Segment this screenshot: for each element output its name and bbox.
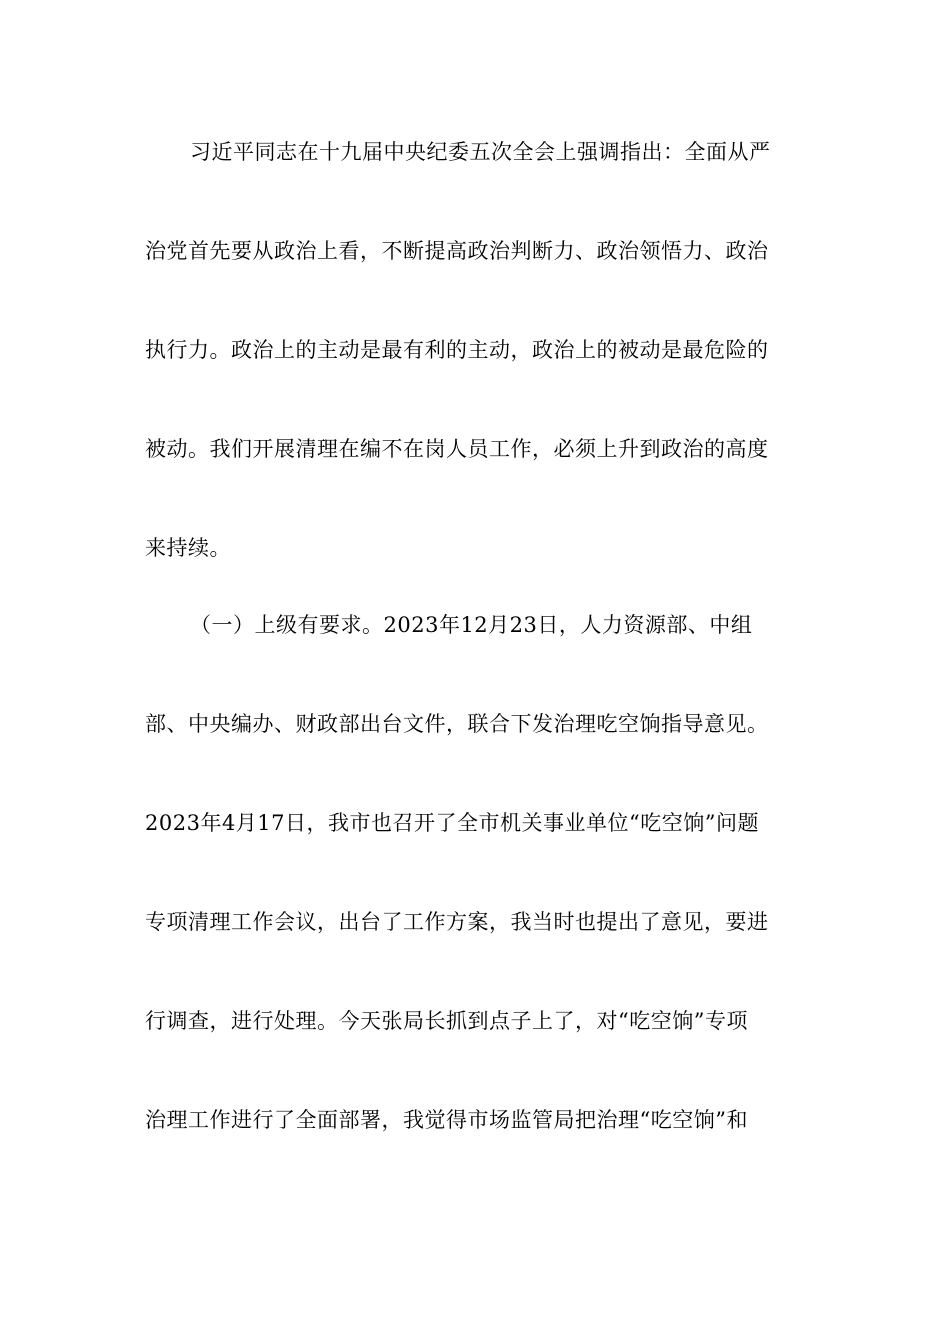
paragraph-1-line-3: 执行力。政治上的主动是最有利的主动，政治上的被动是最危险的: [145, 338, 769, 362]
paragraph-1-line-1: 习近平同志在十九届中央纪委五次全会上强调指出：全面从严: [190, 140, 771, 164]
paragraph-2-line-4: 专项清理工作会议，出台了工作方案，我当时也提出了意见，要进: [145, 910, 769, 934]
paragraph-2-line-6: 治理工作进行了全面部署，我觉得市场监管局把治理“吃空饷”和: [145, 1108, 748, 1132]
paragraph-2-line-3: 2023年4月17日，我市也召开了全市机关事业单位“吃空饷”问题: [145, 811, 759, 835]
paragraph-2-line-1: （一）上级有要求。2023年12月23日，人力资源部、中组: [190, 613, 753, 637]
paragraph-2-line-2: 部、中央编办、财政部出台文件，联合下发治理吃空饷指导意见。: [145, 712, 769, 736]
paragraph-1-line-5: 来持续。: [145, 536, 231, 560]
paragraph-2-line-5: 行调查，进行处理。今天张局长抓到点子上了，对“吃空饷”专项: [145, 1009, 748, 1033]
paragraph-1-line-4: 被动。我们开展清理在编不在岗人员工作，必须上升到政治的高度: [145, 437, 769, 461]
paragraph-1-line-2: 治党首先要从政治上看，不断提高政治判断力、政治领悟力、政治: [145, 239, 769, 263]
